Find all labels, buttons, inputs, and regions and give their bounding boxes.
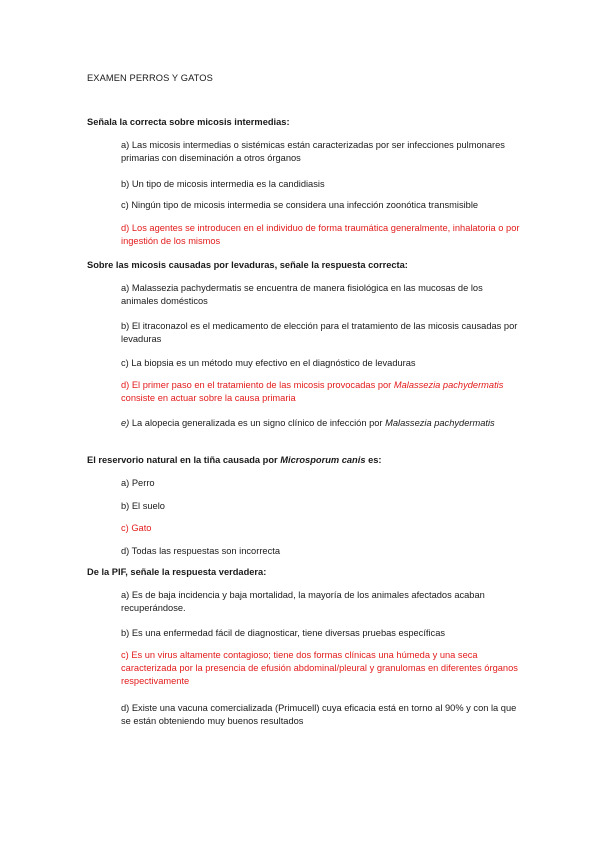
q2-option-e-letter: e): [121, 418, 130, 428]
q4-option-c-correct: c) Es un virus altamente contagioso; tiene dos formas clínicas una húmeda y una seca caracterizada por la presencia de efusión abdominal/pleural y granulomas en diferentes órganos respectivamente: [121, 650, 518, 686]
q1-option-d-correct: d) Los agentes se introducen en el individuo de forma traumática generalmente, inhalatoria o por ingestión de los mismos: [121, 223, 520, 246]
q2-option-a: a) Malassezia pachydermatis se encuentra de manera fisiológica en las mucosas de los animales domésticos: [121, 283, 483, 306]
q2-option-d-text-2: consiste en actuar sobre la causa primaria: [121, 393, 296, 403]
q2-option-b: b) El itraconazol es el medicamento de elección para el tratamiento de las micosis causadas por levaduras: [121, 321, 518, 344]
question-3: [87, 455, 382, 465]
question-3-species: Microsporum canis: [280, 455, 366, 465]
question-3-text: El reservorio natural en la tiña causada por: [87, 455, 281, 465]
question-2: Sobre las micosis causadas por levaduras, señale la respuesta correcta:: [87, 260, 408, 270]
question-3-end: es:: [365, 455, 382, 465]
q1-option-a: a) Las micosis intermedias o sistémicas están caracterizadas por ser infecciones pulmonares primarias con diseminación a otros órganos: [121, 140, 505, 163]
q2-option-e-text: La alopecia generalizada es un signo clínico de infección por: [129, 418, 386, 428]
q3-option-a: a) Perro: [121, 478, 155, 488]
question-4: De la PIF, señale la respuesta verdadera:: [87, 567, 267, 577]
question-1: Señala la correcta sobre micosis intermedias:: [87, 117, 290, 127]
q3-option-d: d) Todas las respuestas son incorrecta: [121, 546, 280, 556]
q4-option-a: a) Es de baja incidencia y baja mortalidad, la mayoría de los animales afectados acaban recuperándose.: [121, 590, 485, 613]
q2-option-d-species: Malassezia pachydermatis: [393, 380, 504, 390]
q3-option-c-correct: c) Gato: [121, 523, 152, 533]
q2-option-c: c) La biopsia es un método muy efectivo en el diagnóstico de levaduras: [121, 358, 416, 368]
document-title: EXAMEN PERROS Y GATOS: [87, 73, 213, 83]
q4-option-d: d) Existe una vacuna comercializada (Primucell) cuya eficacia está en torno al 90% y con la que se están obteniendo muy buenos resultados: [121, 703, 517, 726]
q3-option-b: b) El suelo: [121, 501, 165, 511]
q1-option-c: c) Ningún tipo de micosis intermedia se considera una infección zoonótica transmisible: [121, 200, 479, 210]
q2-option-d-text-1: d) El primer paso en el tratamiento de las micosis provocadas por: [121, 380, 394, 390]
q1-option-b: b) Un tipo de micosis intermedia es la candidiasis: [121, 179, 325, 189]
q4-option-b: b) Es una enfermedad fácil de diagnosticar, tiene diversas pruebas específicas: [121, 628, 446, 638]
q2-option-e: [121, 417, 521, 430]
q2-option-d-correct: [121, 379, 521, 405]
q2-option-e-species: Malassezia pachydermatis: [385, 418, 495, 428]
